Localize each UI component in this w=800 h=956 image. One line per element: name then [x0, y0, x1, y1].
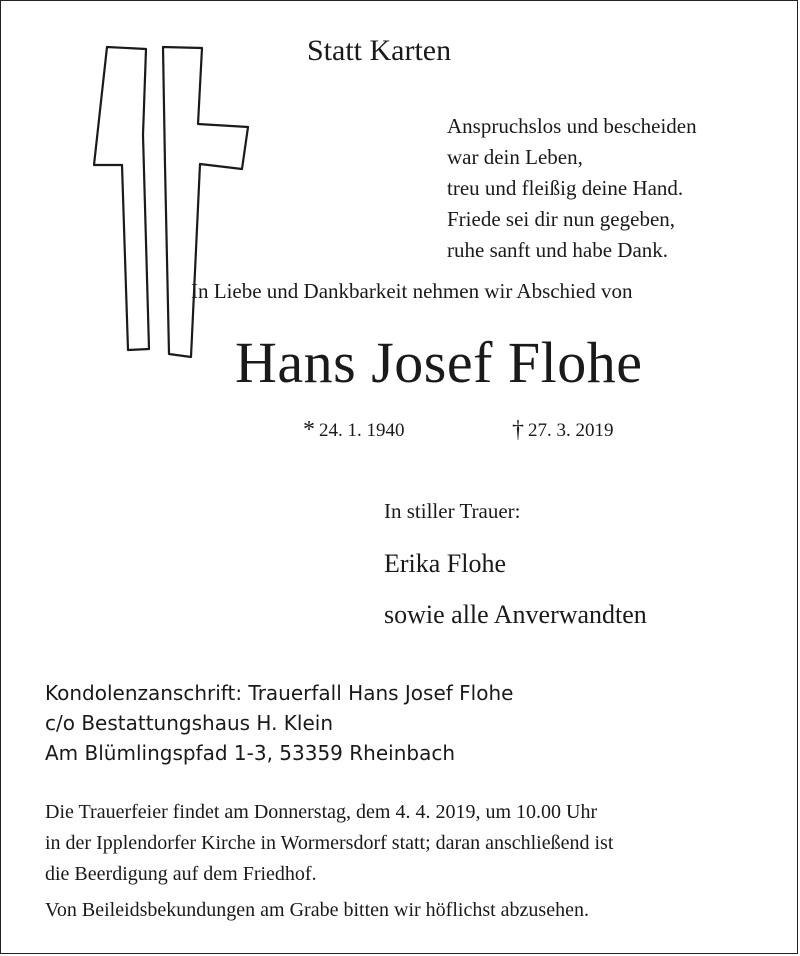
- heading-statt-karten: Statt Karten: [307, 34, 452, 67]
- intro-text: In Liebe und Dankbarkeit nehmen wir Abschied von: [191, 279, 633, 303]
- poem-line: treu und fleißig deine Hand.: [447, 176, 684, 200]
- poem: [447, 111, 697, 266]
- address-line: Am Blümlingspfad 1-3, 53359 Rheinbach: [45, 741, 455, 765]
- death-date: [512, 417, 614, 444]
- poem-line: Friede sei dir nun gegeben,: [447, 207, 676, 231]
- mourner-name: sowie alle Anverwandten: [384, 600, 647, 629]
- address-line: Kondolenzanschrift: Trauerfall Hans Josef Flohe: [45, 681, 514, 705]
- poem-line: Anspruchslos und bescheiden: [447, 114, 697, 138]
- birth-date-value: 24. 1. 1940: [319, 420, 405, 441]
- closing-note: Von Beileidsbekundungen am Grabe bitten wir höflichst abzusehen.: [45, 899, 589, 921]
- poem-line: war dein Leben,: [447, 145, 583, 169]
- death-date-value: 27. 3. 2019: [528, 420, 614, 441]
- mourners-label: In stiller Trauer:: [384, 499, 521, 523]
- service-line: in der Ipplendorfer Kirche in Wormersdorf statt; daran anschließend ist: [45, 832, 614, 854]
- funeral-service-info: [45, 797, 613, 890]
- cross-icon: [91, 41, 251, 391]
- mourner-name: Erika Flohe: [384, 549, 507, 578]
- service-line: die Beerdigung auf dem Friedhof.: [45, 863, 317, 885]
- service-line: Die Trauerfeier findet am Donnerstag, dem 4. 4. 2019, um 10.00 Uhr: [45, 801, 598, 823]
- death-symbol-icon: †: [512, 417, 524, 443]
- birth-date: [303, 417, 405, 444]
- birth-symbol-icon: *: [303, 417, 315, 443]
- poem-line: ruhe sanft und habe Dank.: [447, 238, 669, 262]
- address-line: c/o Bestattungshaus H. Klein: [45, 711, 334, 735]
- deceased-name: Hans Josef Flohe: [235, 330, 643, 395]
- condolence-address: [45, 678, 513, 768]
